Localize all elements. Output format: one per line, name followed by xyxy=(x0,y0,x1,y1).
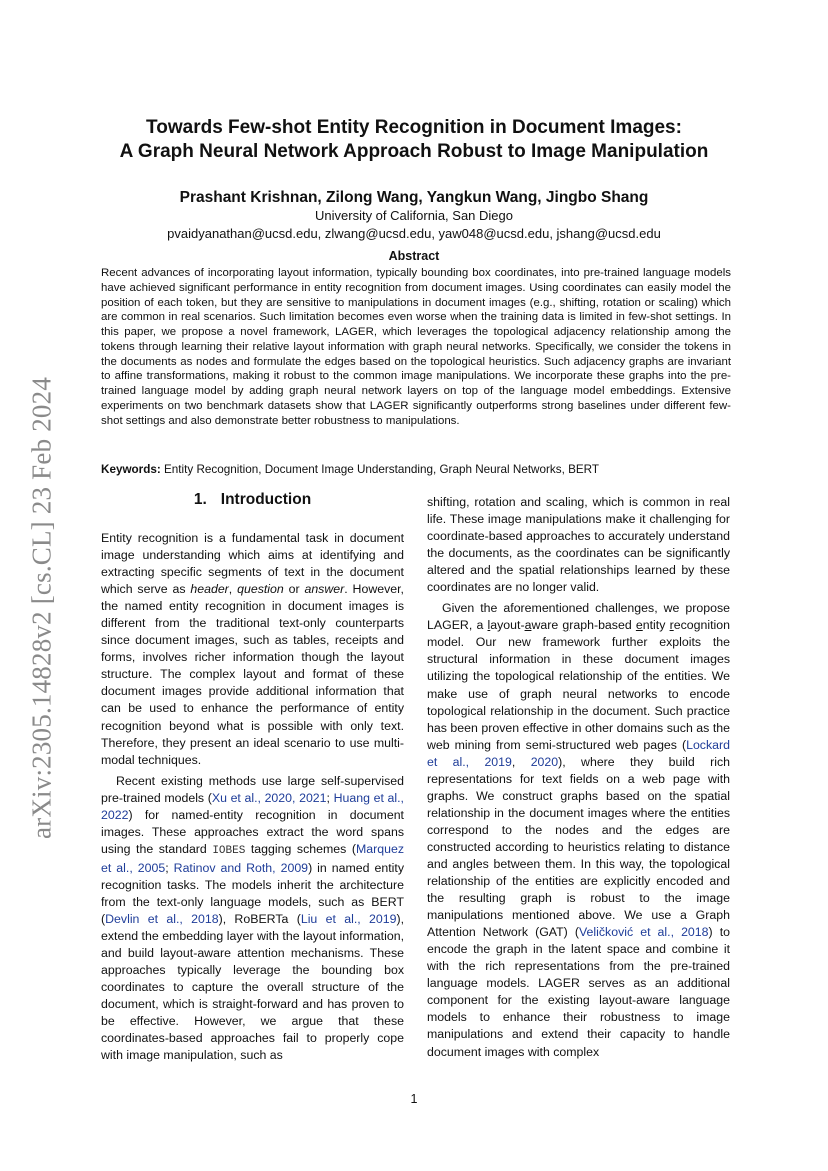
term-question: question xyxy=(237,582,284,597)
section-heading xyxy=(101,491,404,509)
section-title: Introduction xyxy=(220,491,312,508)
citation-link[interactable]: 2020 xyxy=(530,754,559,769)
intro-paragraph-3: shifting, rotation and scaling, which is common in real life. These image manipulations make it challenging for coordinate-based approaches to accurately understand the documents, as the coordinates can be significantly altered and the spatial relationships learned by these coordinates are no longer valid. xyxy=(427,495,730,595)
citation-link[interactable]: Ratinov and Roth, 2009 xyxy=(173,860,309,875)
keywords xyxy=(101,463,731,476)
title-line-1: Towards Few-shot Entity Recognition in Document Images: xyxy=(146,117,682,138)
author-emails: pvaidyanathan@ucsd.edu, zlwang@ucsd.edu, yaw048@ucsd.edu, jshang@ucsd.edu xyxy=(167,226,661,241)
citation-link[interactable]: Huang et al., 2022 xyxy=(101,790,404,822)
keywords-label: Keywords: xyxy=(101,463,161,476)
author-list: Prashant Krishnan, Zilong Wang, Yangkun Wang, Jingbo Shang xyxy=(179,189,649,206)
paper-title xyxy=(80,116,748,164)
abstract-heading: Abstract xyxy=(388,249,440,263)
abstract-text: Recent advances of incorporating layout information, typically bounding box coordinates, into pre-trained language models have achieved significant performance in entity recognition from document images. Using coordinates can easily model the position of each token, but they are sensitive to manipulations in document images (e.g., shifting, rotation or scaling) which are common in real scenarios. Such limitation becomes even worse when the training data is limited in few-shot settings. In this paper, we propose a novel framework, LAGER, which leverages the topological adjacency relationship among the tokens through learning their relative layout information with graph neural networks. Specifically, we consider the tokens in the documents as nodes and formulate the edges based on the topological heuristics. Such adjacency graphs are invariant to affine transformations, making it robust to the common image manipulations. We incorporate these graphs into the pre-trained language model by adding graph neural network layers on top of the language model embeddings. Extensive experiments on two benchmark datasets show that LAGER significantly outperforms strong baselines under different few-shot settings and also demonstrate better robustness to manipulations. xyxy=(101,267,731,427)
citation-link[interactable]: Devlin et al., 2018 xyxy=(105,912,219,927)
citation-link[interactable]: Marquez et al., 2005 xyxy=(101,841,404,875)
citation-link[interactable]: Lockard et al., 2019 xyxy=(427,737,730,769)
intro-paragraph-1: Entity recognition is a fundamental task in document image understanding which aims at identifying and extracting specific segments of text in the document which serve as header, question or answer. However, the named entity recognition in document images is different from the traditional text-only counterparts since document images, such as tables, receipts and forms, involves richer information though the layout structure. The complex layout and format of these document images provide additional information that can be used to enhance the performance of entity recognition beyond what is possible with only text. Therefore, they present an ideal scenario to use multi-modal techniques. xyxy=(101,531,404,767)
page-number: 1 xyxy=(410,1092,418,1106)
intro-paragraph-4: Given the aforementioned challenges, we propose LAGER, a layout-aware graph-based entity recognition model. Our new framework further exploits the structural information in these document images utilizing the topological relationship of the entities. We make use of graph neural networks to encode topological relationship in the document. Such practice has been proven effective in other domains such as the web mining from semi-structured web pages (Lockard et al., 2019, 2020), where they build rich representations for text fields on a web page with graphs. We construct graphs based on the spatial relationship in the document images where the entities correspond to the nodes and the edges are constructed according to heuristics relating to distance and angles between them. In this way, the topological relationship of the entities are explicitly encoded and the resulting graph is robust to the image manipulations mentioned above. We use a Graph Attention Network (GAT) (Veličković et al., 2018) to encode the graph in the latent space and combine it with the rich representations from the pre-trained language models. LAGER serves as an additional component for the existing layout-aware language models to enhance their robustness to image manipulations and extend their capacity to handle document images with complex xyxy=(427,601,730,1059)
title-line-2: A Graph Neural Network Approach Robust to Image Manipulation xyxy=(119,141,709,162)
citation-link[interactable]: Liu et al., 2019 xyxy=(300,912,397,927)
citation-link[interactable]: Veličković et al., 2018 xyxy=(578,925,709,940)
keywords-list: Entity Recognition, Document Image Understanding, Graph Neural Networks, BERT xyxy=(160,463,600,476)
left-column xyxy=(101,530,404,1064)
intro-paragraph-2: Recent existing methods use large self-supervised pre-trained models (Xu et al., 2020, 2021; Huang et al., 2022) for named-entity recognition in document images. These approaches extract the word spans using the standard IOBES tagging schemes (Marquez et al., 2005; Ratinov and Roth, 2009) in named entity recognition tasks. The models inherit the architecture from the text-only language models, such as BERT (Devlin et al., 2018), RoBERTa (Liu et al., 2019), extend the embedding layer with the layout information, and build layout-aware attention mechanisms. These approaches typically leverage the bounding box coordinates to capture the overall structure of the document, which is straight-forward and has proven to be effective. However, we argue that these coordinates-based approaches fail to properly cope with image manipulation, such as xyxy=(101,773,405,1063)
affiliation: University of California, San Diego xyxy=(315,208,513,223)
arxiv-identifier: arXiv:2305.14828v2 [cs.CL] 23 Feb 2024 xyxy=(26,376,57,840)
term-header: header xyxy=(190,582,229,597)
arxiv-sidebar xyxy=(22,358,62,858)
citation-link[interactable]: Xu et al., 2020, 2021 xyxy=(211,790,327,805)
right-column xyxy=(427,494,730,1061)
term-answer: answer xyxy=(304,582,345,597)
iobes-code: IOBES xyxy=(212,844,246,857)
section-number: 1. xyxy=(193,491,207,508)
